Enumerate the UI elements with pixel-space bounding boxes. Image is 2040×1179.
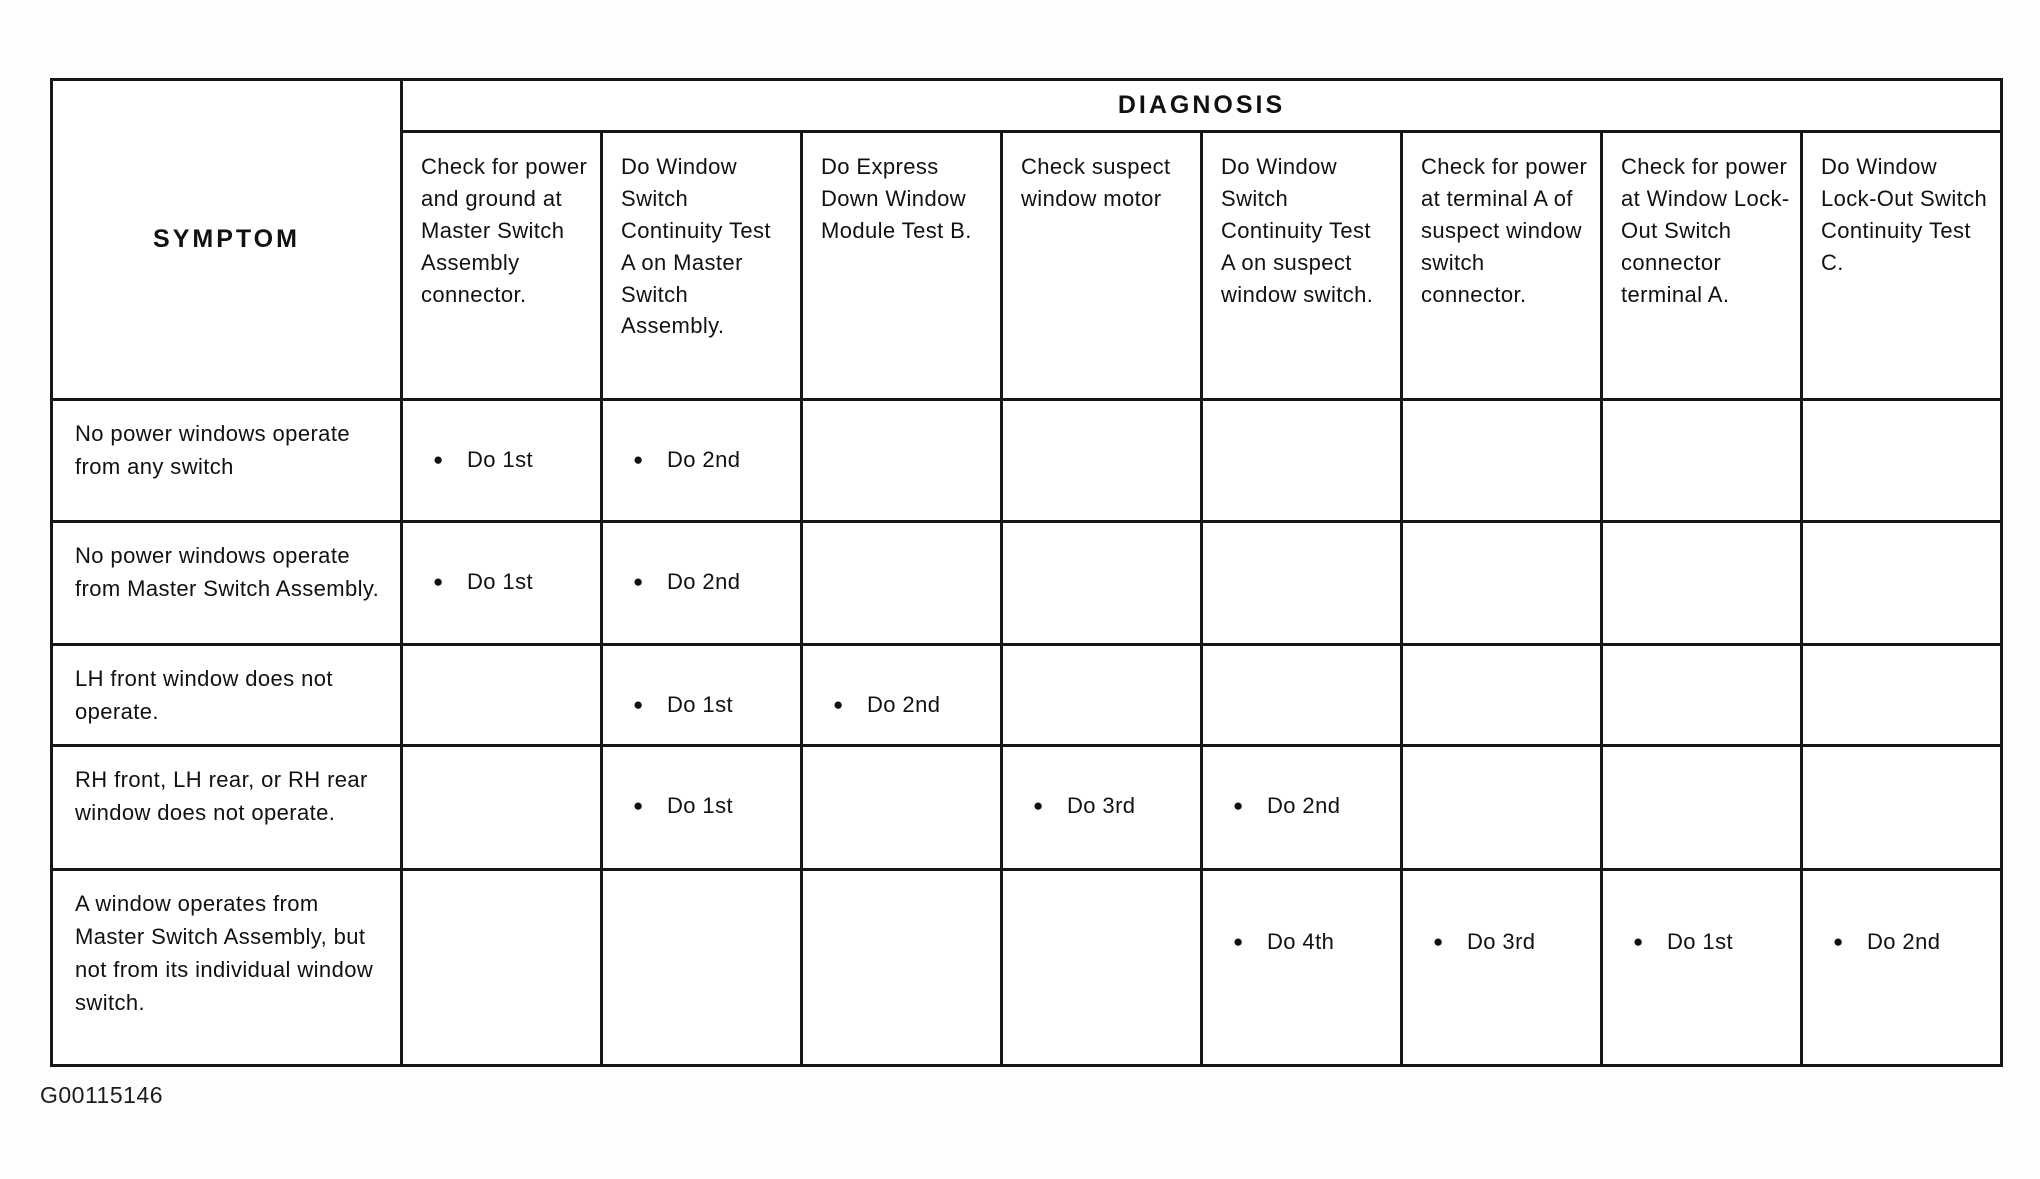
- bullet-icon: ●: [1233, 932, 1244, 951]
- diagnosis-cell: [1202, 645, 1402, 746]
- column-header-continuity-test-a-master: Do Window Switch Continuity Test A on Master Switch Assembly.: [602, 132, 802, 400]
- diagnosis-cell: [1202, 522, 1402, 645]
- diagnosis-cell: [1402, 522, 1602, 645]
- diagnosis-cell: [1602, 645, 1802, 746]
- diagnosis-cell: [1802, 522, 2002, 645]
- diagnosis-cell: [1602, 746, 1802, 870]
- table-row: [52, 522, 2002, 645]
- diagnosis-cell: [1802, 746, 2002, 870]
- diagnosis-cell: [1402, 645, 1602, 746]
- diagnosis-cell: [1402, 870, 1602, 1066]
- diagnosis-entry: Do 2nd: [867, 692, 941, 717]
- bullet-icon: ●: [633, 695, 644, 714]
- symptom-cell: RH front, LH rear, or RH rear window does not operate.: [52, 746, 402, 870]
- diagnosis-entry: Do 1st: [1667, 929, 1733, 954]
- diagnosis-entry: Do 1st: [667, 692, 733, 717]
- diagnosis-cell: [602, 522, 802, 645]
- diagnosis-entry: Do 2nd: [667, 569, 741, 594]
- symptom-header: SYMPTOM: [52, 80, 402, 400]
- diagnosis-cell: [802, 870, 1002, 1066]
- diagnosis-cell: [1402, 400, 1602, 522]
- symptom-cell: A window operates from Master Switch Assembly, but not from its individual window switch.: [52, 870, 402, 1066]
- bullet-icon: ●: [1233, 796, 1244, 815]
- diagnosis-cell: [1402, 746, 1602, 870]
- diagnosis-entry: Do 2nd: [1867, 929, 1941, 954]
- diagnosis-cell: [602, 645, 802, 746]
- diagnosis-cell: [1002, 870, 1202, 1066]
- bullet-icon: ●: [1833, 932, 1844, 951]
- column-header-continuity-test-a-suspect: Do Window Switch Continuity Test A on suspect window switch.: [1202, 132, 1402, 400]
- diagnosis-table: [50, 78, 2003, 1067]
- diagnosis-entry: Do 2nd: [1267, 793, 1341, 818]
- bullet-icon: ●: [633, 572, 644, 591]
- column-header-express-down-test-b: Do Express Down Window Module Test B.: [802, 132, 1002, 400]
- bullet-icon: ●: [833, 695, 844, 714]
- diagnosis-cell: [1802, 645, 2002, 746]
- diagnosis-cell: [402, 746, 602, 870]
- diagnosis-cell: [1202, 400, 1402, 522]
- diagnosis-cell: [1602, 870, 1802, 1066]
- diagnosis-cell: [1002, 746, 1202, 870]
- diagnosis-cell: [402, 870, 602, 1066]
- diagnosis-cell: [802, 400, 1002, 522]
- diagnosis-entry: Do 1st: [467, 447, 533, 472]
- table-row: [52, 645, 2002, 746]
- diagnosis-cell: [602, 870, 802, 1066]
- diagnosis-entry: Do 3rd: [1067, 793, 1136, 818]
- diagnosis-cell: [1802, 870, 2002, 1066]
- bullet-icon: ●: [1633, 932, 1644, 951]
- column-header-lockout-continuity-test-c: Do Window Lock-Out Switch Continuity Test C.: [1802, 132, 2002, 400]
- symptom-cell: LH front window does not operate.: [52, 645, 402, 746]
- diagnosis-cell: [802, 645, 1002, 746]
- diagnosis-entry: Do 4th: [1267, 929, 1335, 954]
- diagnosis-cell: [1602, 400, 1802, 522]
- symptom-cell: No power windows operate from Master Switch Assembly.: [52, 522, 402, 645]
- bullet-icon: ●: [1433, 932, 1444, 951]
- column-header-power-terminal-a-suspect: Check for power at terminal A of suspect window switch connector.: [1402, 132, 1602, 400]
- diagnosis-cell: [1602, 522, 1802, 645]
- diagnosis-entry: Do 3rd: [1467, 929, 1536, 954]
- bullet-icon: ●: [1033, 796, 1044, 815]
- diagnosis-entry: Do 1st: [667, 793, 733, 818]
- column-header-power-lockout-terminal-a: Check for power at Window Lock-Out Switch connector terminal A.: [1602, 132, 1802, 400]
- diagnosis-cell: [802, 746, 1002, 870]
- table-row: [52, 746, 2002, 870]
- diagnosis-cell: [402, 645, 602, 746]
- diagnosis-header: DIAGNOSIS: [402, 80, 2002, 132]
- diagnosis-cell: [1202, 870, 1402, 1066]
- diagnosis-cell: [402, 522, 602, 645]
- bullet-icon: ●: [633, 450, 644, 469]
- diagnosis-cell: [602, 400, 802, 522]
- diagnosis-cell: [1802, 400, 2002, 522]
- diagnosis-cell: [1202, 746, 1402, 870]
- diagnosis-entry: Do 1st: [467, 569, 533, 594]
- diagnosis-cell: [1002, 645, 1202, 746]
- column-header-check-window-motor: Check suspect window motor: [1002, 132, 1202, 400]
- diagnosis-cell: [602, 746, 802, 870]
- bullet-icon: ●: [433, 572, 444, 591]
- figure-id: G00115146: [40, 1082, 164, 1108]
- table-row: [52, 400, 2002, 522]
- diagnosis-entry: Do 2nd: [667, 447, 741, 472]
- diagnosis-cell: [402, 400, 602, 522]
- diagnosis-cell: [1002, 522, 1202, 645]
- column-header-power-ground-master: Check for power and ground at Master Switch Assembly connector.: [402, 132, 602, 400]
- diagnosis-header-row: [52, 80, 2002, 132]
- symptom-cell: No power windows operate from any switch: [52, 400, 402, 522]
- diagnosis-cell: [1002, 400, 1202, 522]
- bullet-icon: ●: [633, 796, 644, 815]
- bullet-icon: ●: [433, 450, 444, 469]
- table-row: [52, 870, 2002, 1066]
- diagnosis-cell: [802, 522, 1002, 645]
